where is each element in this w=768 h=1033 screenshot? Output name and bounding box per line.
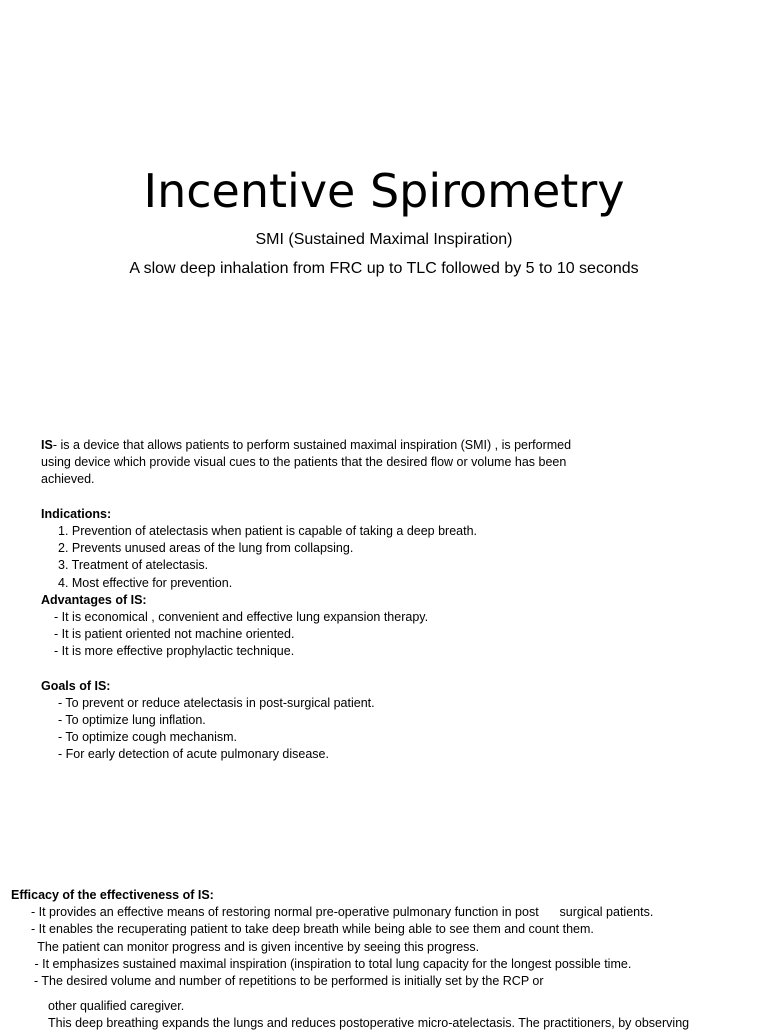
subtitle-smi: SMI (Sustained Maximal Inspiration) (255, 231, 513, 248)
intro-line-2: using device which provide visual cues to the patients that the desired flow or volume has been (41, 455, 567, 470)
efficacy-block (11, 887, 768, 1033)
goal-item: - To optimize cough mechanism. (58, 730, 238, 745)
advantage-item: - It is patient oriented not machine oriented. (54, 627, 295, 642)
indication-item: 4. Most effective for prevention. (58, 575, 233, 590)
efficacy-line: - It emphasizes sustained maximal inspiration (inspiration to total lung capacity for the longest possible time. (31, 956, 632, 971)
intro-lead: IS (41, 438, 53, 452)
goal-item: - For early detection of acute pulmonary disease. (58, 747, 329, 762)
spacer (41, 489, 641, 506)
spacer (11, 990, 768, 998)
main-content-block (41, 437, 641, 764)
goal-item: - To optimize lung inflation. (58, 713, 206, 727)
goal-item: - To prevent or reduce atelectasis in post-surgical patient. (58, 695, 375, 710)
subtitle-definition: A slow deep inhalation from FRC up to TLC followed by 5 to 10 seconds (129, 260, 639, 277)
advantages-heading: Advantages of IS: (41, 592, 147, 607)
spacer (41, 660, 641, 677)
efficacy-line: The patient can monitor progress and is given incentive by seeing this progress. (34, 939, 480, 954)
efficacy-line: This deep breathing expands the lungs and reduces postoperative micro-atelectasis. The practitioners, by observing (48, 1016, 690, 1031)
indication-item: 3. Treatment of atelectasis. (58, 558, 209, 573)
efficacy-line: - It enables the recuperating patient to take deep breath while being able to see them and count them. (31, 922, 594, 937)
indication-item: 1. Prevention of atelectasis when patient is capable of taking a deep breath. (58, 523, 478, 538)
efficacy-line: other qualified caregiver. (48, 999, 185, 1014)
page-title: Incentive Spirometry (143, 164, 625, 218)
indications-heading: Indications: (41, 506, 112, 521)
advantage-item: - It is more effective prophylactic technique. (54, 644, 295, 659)
intro-text-1: - is a device that allows patients to perform sustained maximal inspiration (SMI) , is performed (52, 438, 572, 452)
efficacy-line: - The desired volume and number of repetitions to be performed is initially set by the RCP or (34, 973, 544, 988)
goals-heading: Goals of IS: (41, 678, 111, 693)
advantage-item: - It is economical , convenient and effective lung expansion therapy. (54, 609, 429, 624)
intro-line-3: achieved. (41, 472, 95, 487)
intro-line-1 (41, 437, 641, 454)
efficacy-line: - It provides an effective means of restoring normal pre-operative pulmonary function in post surgical patients. (31, 905, 654, 920)
efficacy-heading: Efficacy of the effectiveness of IS: (11, 888, 214, 902)
indication-item: 2. Prevents unused areas of the lung from collapsing. (58, 541, 354, 556)
